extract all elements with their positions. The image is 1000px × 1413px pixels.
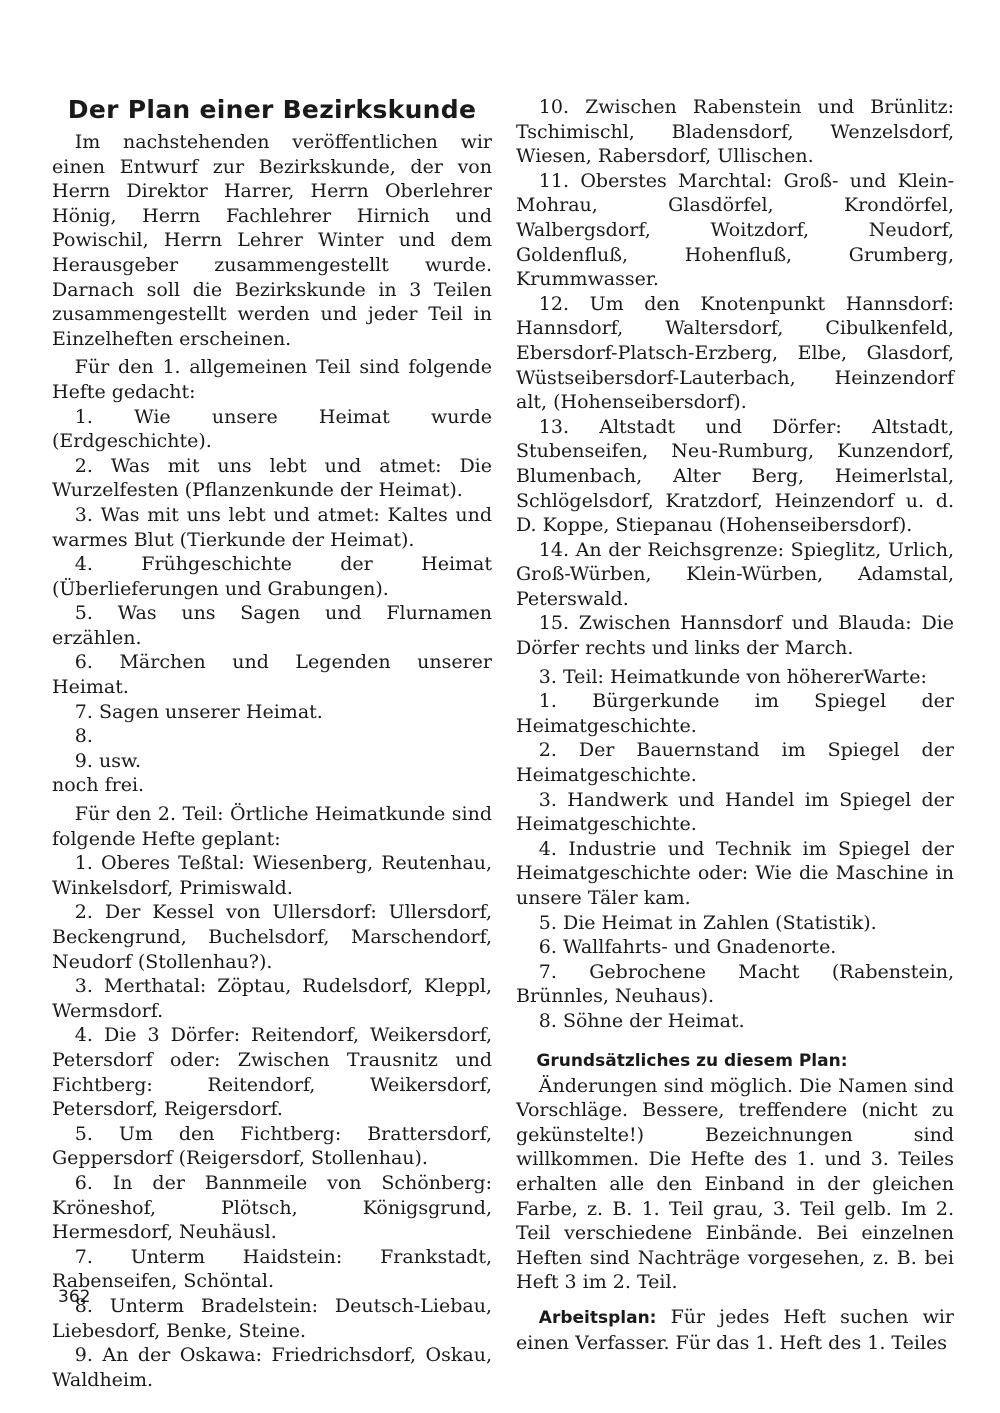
intro-paragraph: Im nachstehenden veröffentlichen wir einen Entwurf zur Bezirkskunde, der von Herrn Direktor Harrer, Herrn Oberlehrer Hönig, Herrn Fachlehrer Hirnich und Powischil, Herrn Lehrer Winter und dem Herausgeber zusammengestellt wurde. Darnach soll die Bezirkskunde in 3 Teilen zusammengestellt werden und jeder Teil in Einzelheften erscheinen. <box>52 131 492 350</box>
article-title: Der Plan einer Bezirkskunde <box>67 95 477 124</box>
part1-item: 7. Sagen unserer Heimat. <box>74 700 323 723</box>
part3-item: 6. Wallfahrts- und Gnadenorte. <box>538 936 837 959</box>
part2-item: 6. In der Bannmeile von Schönberg: Kröneshof, Plötsch, Königsgrund, Hermesdorf, Neuhäusl. <box>52 1171 492 1244</box>
part3-intro: 3. Teil: Heimatkunde von höhererWarte: <box>538 665 927 688</box>
part3-item: 2. Der Bauernstand im Spiegel der Heimatgeschichte. <box>516 739 954 787</box>
part1-item: 6. Märchen und Legenden unserer Heimat. <box>52 651 492 699</box>
part3-item: 4. Industrie und Technik im Spiegel der Heimatgeschichte oder: Wie die Maschine in unsere Täler kam. <box>516 837 954 909</box>
part2-item: 4. Die 3 Dörfer: Reitendorf, Weikersdorf, Petersdorf oder: Zwischen Trausnitz und Fichtberg: Reitendorf, Weikersdorf, Petersdorf, Reigersdorf. <box>52 1024 492 1121</box>
part1-item: 2. Was mit uns lebt und atmet: Die Wurzelfesten (Pflanzenkunde der Heimat). <box>52 454 492 502</box>
part3-item: 5. Die Heimat in Zahlen (Statistik). <box>538 911 877 934</box>
part3-item: 7. Gebrochene Macht (Rabenstein, Brünnles, Neuhaus). <box>516 960 954 1008</box>
part3-item: 1. Bürgerkunde im Spiegel der Heimatgeschichte. <box>516 690 954 737</box>
left-column <box>52 92 492 1392</box>
part2-item: 7. Unterm Haidstein: Frankstadt, Rabenseifen, Schöntal. <box>52 1245 492 1293</box>
workplan-text: Für jedes Heft suchen wir einen Verfasser. Für das 1. Heft des 1. Teiles <box>516 1305 954 1354</box>
part1-note: noch frei. <box>52 774 145 797</box>
part2-item: 5. Um den Fichtberg: Brattersdorf, Geppersdorf (Reigersdorf, Stollenhau). <box>52 1122 492 1170</box>
part1-intro: Für den 1. allgemeinen Teil sind folgende Hefte gedacht: <box>52 356 492 403</box>
workplan-label: Arbeitsplan: <box>538 1307 657 1328</box>
part3-item: 8. Söhne der Heimat. <box>538 1009 745 1032</box>
part2-item: 3. Merthatal: Zöptau, Rudelsdorf, Kleppl, Wermsdorf. <box>52 975 492 1022</box>
part2-item: 10. Zwischen Rabenstein und Brünlitz: Tschimischl, Bladensdorf, Wenzelsdorf, Wiesen, Rabersdorf, Ullischen. <box>516 96 954 168</box>
part1-item: 5. Was uns Sagen und Flurnamen erzählen. <box>52 602 492 649</box>
part2-item: 9. An der Oskawa: Friedrichsdorf, Oskau, Waldheim. <box>52 1344 492 1391</box>
part1-item: 9. usw. <box>74 749 141 772</box>
part1-item: 3. Was mit uns lebt und atmet: Kaltes und warmes Blut (Tierkunde der Heimat). <box>52 503 492 551</box>
part3-item: 3. Handwerk und Handel im Spiegel der Heimatgeschichte. <box>516 788 954 836</box>
part1-item: 1. Wie unsere Heimat wurde (Erdgeschichte). <box>52 405 492 453</box>
part2-item: 8. Unterm Bradelstein: Deutsch-Liebau, Liebesdorf, Benke, Steine. <box>52 1294 492 1342</box>
part2-item: 13. Altstadt und Dörfer: Altstadt, Stubenseifen, Neu-Rumburg, Kunzendorf, Blumenbach, Alter Berg, Heimerlstal, Schlögelsdorf, Kratzdorf, Heinzendorf u. d. D. Koppe, Stiepanau (Hohenseibersdorf). <box>516 415 954 537</box>
part2-item: 11. Oberstes Marchtal: Groß- und Klein-Mohrau, Glasdörfel, Krondörfel, Walbergsdorf, Woitzdorf, Neudorf, Goldenfluß, Hohenfluß, Grumberg, Krummwasser. <box>516 169 954 291</box>
part2-item: 2. Der Kessel von Ullersdorf: Ullersdorf, Beckengrund, Buchelsdorf, Marschendorf, Neudorf (Stollenhau?). <box>52 901 492 973</box>
page-number: 362 <box>58 1287 91 1307</box>
part2-intro: Für den 2. Teil: Örtliche Heimatkunde sind folgende Hefte geplant: <box>52 803 492 850</box>
part2-item: 1. Oberes Teßtal: Wiesenberg, Reutenhau, Winkelsdorf, Primiswald. <box>52 852 492 899</box>
principles-heading: Grundsätzliches zu diesem Plan: <box>536 1050 848 1071</box>
part2-item: 15. Zwischen Hannsdorf und Blauda: Die Dörfer rechts und links der March. <box>516 612 954 660</box>
part1-item: 4. Frühgeschichte der Heimat (Überlieferungen und Grabungen). <box>52 553 492 600</box>
principles-paragraph: Änderungen sind möglich. Die Namen sind Vorschläge. Bessere, treffendere (nicht zu gekünstelte!) Bezeichnungen sind willkommen. Die Hefte des 1. und 3. Teiles erhalten alle den Einband in der gleichen Farbe, z. B. 1. Teil grau, 3. Teil gelb. Im 2. Teil verschiedene Einbände. Bei einzelnen Heften sind Nachträge vorgesehen, z. B. bei Heft 3 im 2. Teil. <box>516 1074 954 1294</box>
part2-item: 14. An der Reichsgrenze: Spieglitz, Urlich, Groß-Würben, Klein-Würben, Adamstal, Peterswald. <box>516 538 954 610</box>
part2-item: 12. Um den Knotenpunkt Hannsdorf: Hannsdorf, Waltersdorf, Cibulkenfeld, Ebersdorf-Platsch-Erzberg, Elbe, Glasdorf, Wüstseibersdorf-Lauterbach, Heinzendorf alt, (Hohenseibersdorf). <box>516 292 954 414</box>
right-column <box>516 95 954 1355</box>
workplan-paragraph <box>516 1305 954 1355</box>
part1-item: 8. <box>74 725 93 748</box>
